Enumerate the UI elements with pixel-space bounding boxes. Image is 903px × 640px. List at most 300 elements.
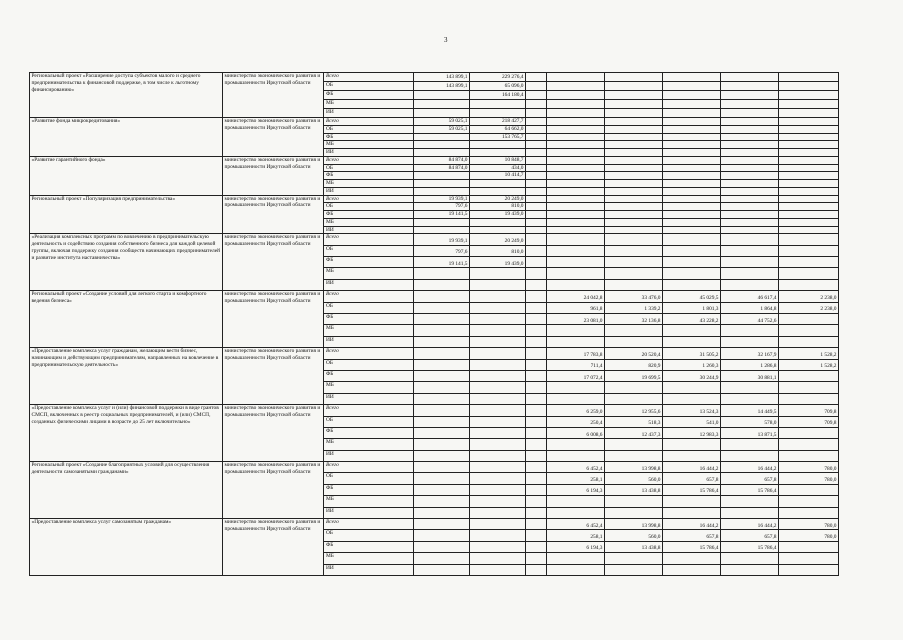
value-cell: [526, 234, 547, 245]
value-cell: [526, 203, 547, 211]
value-cell: 258,1: [547, 473, 605, 484]
funding-source: ИИ: [324, 187, 414, 195]
funding-source: Всего: [324, 519, 414, 530]
value-cell: [526, 164, 547, 172]
value-cell: [721, 82, 779, 91]
value-cell: [470, 336, 526, 347]
value-cell: 32 167,9: [721, 348, 779, 359]
value-cell: [547, 268, 605, 279]
value-cell: [779, 382, 839, 393]
value-cell: 12 437,3: [605, 427, 663, 438]
funding-source: ОБ: [324, 302, 414, 313]
value-cell: 16 444,2: [721, 462, 779, 473]
value-cell: 258,1: [547, 530, 605, 541]
value-cell: 15 786,4: [663, 484, 721, 495]
value-cell: 13 438,8: [605, 484, 663, 495]
value-cell: [605, 211, 663, 219]
project-title: Региональный проект «Популяризация предпринимательства»: [30, 195, 223, 234]
value-cell: [526, 382, 547, 393]
value-cell: 16 444,2: [663, 462, 721, 473]
project-executor: министерство экономического развития и промышленности Иркутской области: [223, 348, 324, 405]
value-cell: [663, 195, 721, 203]
value-cell: 810,0: [470, 245, 526, 256]
value-cell: [663, 553, 721, 564]
value-cell: [414, 519, 470, 530]
value-cell: [414, 462, 470, 473]
value-cell: [605, 125, 663, 133]
value-cell: [663, 257, 721, 268]
value-cell: [526, 73, 547, 82]
value-cell: [547, 73, 605, 82]
value-cell: [663, 564, 721, 575]
funding-source: Всего: [324, 291, 414, 302]
value-cell: 30 244,9: [663, 370, 721, 381]
value-cell: [414, 279, 470, 290]
value-cell: [547, 564, 605, 575]
value-cell: [779, 496, 839, 507]
value-cell: 33 476,0: [605, 291, 663, 302]
value-cell: 780,0: [779, 462, 839, 473]
value-cell: 6 008,6: [547, 427, 605, 438]
value-cell: [721, 91, 779, 100]
value-cell: [414, 450, 470, 461]
value-cell: [414, 393, 470, 404]
value-cell: 19 439,0: [470, 257, 526, 268]
value-cell: 19 939,1: [414, 234, 470, 245]
value-cell: [605, 109, 663, 118]
value-cell: [526, 172, 547, 180]
value-cell: [526, 125, 547, 133]
value-cell: [721, 257, 779, 268]
value-cell: [779, 268, 839, 279]
value-cell: [414, 180, 470, 188]
value-cell: [779, 211, 839, 219]
project-executor: министерство экономического развития и промышленности Иркутской области: [223, 73, 324, 118]
value-cell: [414, 348, 470, 359]
project-title: Региональный проект «Создание благоприятных условий для осуществления деятельности самозанятыми гражданами»: [30, 462, 223, 519]
value-cell: 16 444,2: [663, 519, 721, 530]
value-cell: 820,9: [605, 359, 663, 370]
value-cell: [605, 73, 663, 82]
value-cell: 84 874,0: [414, 164, 470, 172]
value-cell: 560,0: [605, 473, 663, 484]
value-cell: [663, 211, 721, 219]
value-cell: [663, 100, 721, 109]
funding-source: МБ: [324, 141, 414, 149]
value-cell: [721, 180, 779, 188]
value-cell: [605, 226, 663, 234]
value-cell: [470, 462, 526, 473]
value-cell: 13 524,3: [663, 405, 721, 416]
value-cell: 20 520,4: [605, 348, 663, 359]
table-row: [30, 73, 839, 82]
value-cell: [547, 439, 605, 450]
value-cell: [721, 439, 779, 450]
value-cell: [526, 91, 547, 100]
value-cell: [721, 187, 779, 195]
value-cell: [605, 245, 663, 256]
budget-table-body: [30, 73, 839, 576]
value-cell: [470, 291, 526, 302]
value-cell: [779, 370, 839, 381]
page-number: 3: [444, 36, 448, 44]
value-cell: [470, 439, 526, 450]
funding-source: ФБ: [324, 211, 414, 219]
value-cell: 1 528,2: [779, 348, 839, 359]
value-cell: [470, 370, 526, 381]
value-cell: [605, 439, 663, 450]
value-cell: 43 228,2: [663, 313, 721, 324]
funding-source: Всего: [324, 348, 414, 359]
value-cell: [470, 187, 526, 195]
value-cell: 46 617,4: [721, 291, 779, 302]
value-cell: [605, 257, 663, 268]
value-cell: [414, 313, 470, 324]
value-cell: [605, 164, 663, 172]
value-cell: [663, 109, 721, 118]
value-cell: [470, 141, 526, 149]
value-cell: [470, 325, 526, 336]
value-cell: 44 752,6: [721, 313, 779, 324]
value-cell: [470, 427, 526, 438]
value-cell: [779, 325, 839, 336]
value-cell: [547, 496, 605, 507]
value-cell: [779, 172, 839, 180]
value-cell: [663, 118, 721, 126]
value-cell: [470, 507, 526, 518]
value-cell: [470, 218, 526, 226]
value-cell: [605, 325, 663, 336]
value-cell: 59 025,1: [414, 125, 470, 133]
value-cell: 657,8: [663, 530, 721, 541]
funding-source: ИИ: [324, 336, 414, 347]
value-cell: [605, 279, 663, 290]
value-cell: [605, 450, 663, 461]
funding-source: ИИ: [324, 393, 414, 404]
value-cell: [605, 82, 663, 91]
value-cell: [779, 149, 839, 157]
value-cell: 19 699,5: [605, 370, 663, 381]
value-cell: 6 259,0: [547, 405, 605, 416]
value-cell: [470, 541, 526, 552]
value-cell: 1 339,2: [605, 302, 663, 313]
value-cell: [721, 382, 779, 393]
value-cell: [526, 473, 547, 484]
value-cell: [547, 180, 605, 188]
funding-source: ОБ: [324, 416, 414, 427]
value-cell: [470, 473, 526, 484]
value-cell: 657,8: [721, 530, 779, 541]
value-cell: [779, 564, 839, 575]
funding-source: ФБ: [324, 133, 414, 141]
value-cell: [663, 450, 721, 461]
funding-source: ФБ: [324, 257, 414, 268]
value-cell: [526, 462, 547, 473]
value-cell: 1 864,8: [721, 302, 779, 313]
value-cell: [526, 325, 547, 336]
value-cell: [663, 245, 721, 256]
funding-source: ФБ: [324, 172, 414, 180]
value-cell: [605, 336, 663, 347]
value-cell: [779, 164, 839, 172]
funding-source: ФБ: [324, 91, 414, 100]
funding-source: ОБ: [324, 125, 414, 133]
value-cell: 15 786,4: [721, 541, 779, 552]
project-title: «Предоставление комплекса услуг и (или) финансовой поддержки в виде грантов СМСП, включенных в реестр социальных предпринимателей, и (или) СМСП, созданных физическими лицами в возрасте до 25 лет включительно»: [30, 405, 223, 462]
funding-source: ОБ: [324, 203, 414, 211]
value-cell: [547, 125, 605, 133]
value-cell: [663, 91, 721, 100]
funding-source: ИИ: [324, 564, 414, 575]
value-cell: [547, 382, 605, 393]
funding-source: Всего: [324, 462, 414, 473]
value-cell: [663, 125, 721, 133]
value-cell: [414, 553, 470, 564]
value-cell: [414, 149, 470, 157]
value-cell: [470, 450, 526, 461]
value-cell: [721, 172, 779, 180]
value-cell: [721, 336, 779, 347]
value-cell: [470, 313, 526, 324]
value-cell: [721, 203, 779, 211]
project-title: Региональный проект «Расширение доступа субъектов малого и среднего предпринимательства к финансовой поддержке, в том числе к льготному финансированию»: [30, 73, 223, 118]
funding-source: ОБ: [324, 530, 414, 541]
value-cell: 1 260,3: [663, 359, 721, 370]
funding-source: ОБ: [324, 473, 414, 484]
value-cell: [526, 291, 547, 302]
value-cell: 14 449,5: [721, 405, 779, 416]
value-cell: 657,8: [663, 473, 721, 484]
value-cell: 13 998,8: [605, 519, 663, 530]
value-cell: 164 180,4: [470, 91, 526, 100]
project-executor: министерство экономического развития и промышленности Иркутской области: [223, 195, 324, 234]
value-cell: [605, 118, 663, 126]
project-title: Региональный проект «Создание условий для легкого старта и комфортного ведения бизнеса»: [30, 291, 223, 348]
funding-source: Всего: [324, 156, 414, 164]
value-cell: [547, 203, 605, 211]
value-cell: [779, 450, 839, 461]
value-cell: [414, 359, 470, 370]
value-cell: [526, 118, 547, 126]
value-cell: 13 438,8: [605, 541, 663, 552]
value-cell: [547, 279, 605, 290]
value-cell: [414, 507, 470, 518]
value-cell: [547, 553, 605, 564]
value-cell: [547, 172, 605, 180]
value-cell: [663, 82, 721, 91]
value-cell: 45 029,5: [663, 291, 721, 302]
value-cell: [414, 416, 470, 427]
value-cell: [721, 279, 779, 290]
value-cell: [414, 302, 470, 313]
value-cell: [526, 302, 547, 313]
table-row: [30, 405, 839, 416]
value-cell: [526, 553, 547, 564]
value-cell: [779, 91, 839, 100]
table-row: [30, 462, 839, 473]
funding-source: ФБ: [324, 313, 414, 324]
value-cell: [721, 496, 779, 507]
funding-source: МБ: [324, 325, 414, 336]
value-cell: [547, 234, 605, 245]
value-cell: [470, 302, 526, 313]
value-cell: [414, 336, 470, 347]
funding-source: ФБ: [324, 541, 414, 552]
value-cell: [663, 141, 721, 149]
value-cell: [663, 507, 721, 518]
value-cell: [526, 268, 547, 279]
value-cell: [526, 405, 547, 416]
funding-source: Всего: [324, 405, 414, 416]
value-cell: [605, 496, 663, 507]
value-cell: 19 141,5: [414, 257, 470, 268]
value-cell: [663, 187, 721, 195]
value-cell: [779, 245, 839, 256]
value-cell: [470, 359, 526, 370]
funding-source: МБ: [324, 439, 414, 450]
value-cell: [663, 279, 721, 290]
value-cell: [721, 245, 779, 256]
value-cell: [414, 439, 470, 450]
value-cell: [779, 279, 839, 290]
value-cell: [526, 507, 547, 518]
value-cell: [526, 149, 547, 157]
value-cell: [663, 180, 721, 188]
value-cell: [526, 82, 547, 91]
value-cell: 10 848,7: [470, 156, 526, 164]
value-cell: [779, 125, 839, 133]
value-cell: [663, 234, 721, 245]
value-cell: [470, 149, 526, 157]
value-cell: [779, 439, 839, 450]
funding-source: ИИ: [324, 450, 414, 461]
table-row: [30, 118, 839, 126]
funding-source: ИИ: [324, 149, 414, 157]
value-cell: [547, 450, 605, 461]
value-cell: 84 874,0: [414, 156, 470, 164]
value-cell: 13 871,5: [721, 427, 779, 438]
value-cell: 143 899,1: [414, 82, 470, 91]
value-cell: [470, 382, 526, 393]
value-cell: [721, 73, 779, 82]
value-cell: [605, 195, 663, 203]
project-executor: министерство экономического развития и промышленности Иркутской области: [223, 156, 324, 195]
value-cell: [605, 218, 663, 226]
value-cell: [605, 172, 663, 180]
value-cell: [414, 91, 470, 100]
funding-source: МБ: [324, 382, 414, 393]
value-cell: 578,0: [721, 416, 779, 427]
value-cell: 250,4: [547, 416, 605, 427]
value-cell: [779, 100, 839, 109]
value-cell: [605, 507, 663, 518]
value-cell: [779, 553, 839, 564]
value-cell: [526, 100, 547, 109]
value-cell: 24 042,8: [547, 291, 605, 302]
value-cell: 780,0: [779, 530, 839, 541]
value-cell: [526, 141, 547, 149]
value-cell: [526, 336, 547, 347]
table-row: [30, 348, 839, 359]
value-cell: [470, 484, 526, 495]
value-cell: 1 286,8: [721, 359, 779, 370]
funding-source: МБ: [324, 553, 414, 564]
value-cell: [779, 234, 839, 245]
value-cell: [779, 427, 839, 438]
value-cell: [663, 156, 721, 164]
value-cell: [526, 109, 547, 118]
value-cell: [470, 268, 526, 279]
value-cell: [547, 91, 605, 100]
value-cell: 65 096,0: [470, 82, 526, 91]
value-cell: [547, 257, 605, 268]
value-cell: [526, 416, 547, 427]
value-cell: [526, 279, 547, 290]
value-cell: [526, 439, 547, 450]
project-executor: министерство экономического развития и промышленности Иркутской области: [223, 519, 324, 576]
funding-source: ОБ: [324, 245, 414, 256]
value-cell: 780,0: [779, 519, 839, 530]
value-cell: 434,0: [470, 164, 526, 172]
value-cell: [779, 226, 839, 234]
value-cell: 541,0: [663, 416, 721, 427]
value-cell: [779, 218, 839, 226]
project-executor: министерство экономического развития и промышленности Иркутской области: [223, 234, 324, 291]
value-cell: [663, 203, 721, 211]
value-cell: [526, 156, 547, 164]
value-cell: [721, 133, 779, 141]
value-cell: [547, 156, 605, 164]
value-cell: [721, 118, 779, 126]
value-cell: [414, 172, 470, 180]
value-cell: [470, 496, 526, 507]
funding-source: Всего: [324, 195, 414, 203]
value-cell: [526, 257, 547, 268]
value-cell: 10 414,7: [470, 172, 526, 180]
value-cell: 797,6: [414, 245, 470, 256]
value-cell: [470, 530, 526, 541]
value-cell: [779, 393, 839, 404]
funding-source: ОБ: [324, 82, 414, 91]
value-cell: [663, 164, 721, 172]
value-cell: [547, 187, 605, 195]
value-cell: [547, 218, 605, 226]
value-cell: [414, 370, 470, 381]
value-cell: 19 141,5: [414, 211, 470, 219]
value-cell: [721, 564, 779, 575]
value-cell: 218 427,7: [470, 118, 526, 126]
value-cell: [721, 164, 779, 172]
value-cell: 59 025,1: [414, 118, 470, 126]
value-cell: [663, 496, 721, 507]
value-cell: [414, 268, 470, 279]
value-cell: [526, 541, 547, 552]
value-cell: [470, 416, 526, 427]
funding-source: ИИ: [324, 507, 414, 518]
value-cell: [526, 359, 547, 370]
value-cell: [414, 405, 470, 416]
value-cell: [721, 211, 779, 219]
value-cell: [605, 100, 663, 109]
value-cell: 19 439,0: [470, 211, 526, 219]
value-cell: 153 765,7: [470, 133, 526, 141]
value-cell: [605, 91, 663, 100]
value-cell: 20 249,0: [470, 195, 526, 203]
value-cell: [779, 118, 839, 126]
value-cell: [721, 100, 779, 109]
value-cell: [779, 203, 839, 211]
funding-source: ФБ: [324, 427, 414, 438]
